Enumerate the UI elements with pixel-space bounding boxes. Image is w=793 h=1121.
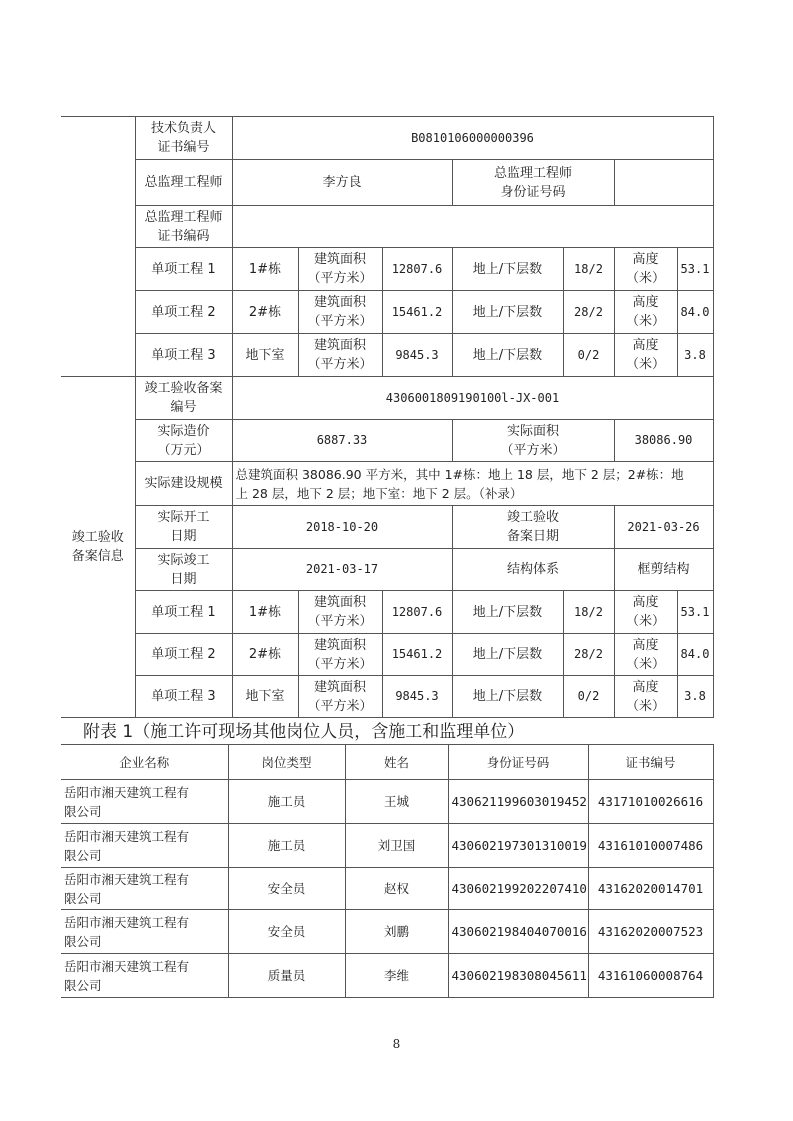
page-number: 8 (392, 1037, 401, 1051)
tech-lead-cert-label: 技术负责人 证书编号 (135, 117, 232, 160)
chief-supervisor-cert-value (232, 206, 713, 248)
position-cell: 安全员 (228, 910, 345, 954)
header-position: 岗位类型 (228, 745, 345, 780)
structure-value: 框剪结构 (614, 549, 713, 591)
height-label: 高度 （米） (614, 676, 677, 718)
id-cell: 430602198308045611 (448, 954, 588, 998)
single-project-area: 12807.6 (382, 591, 452, 634)
scale-value: 总建筑面积 38086.90 平方米，其中 1#栋：地上 18 层，地下 2 层；2#栋：地 上 28 层，地下 2 层；地下室：地下 2 层。（补录） (232, 462, 713, 506)
height-label: 高度 （米） (614, 334, 677, 377)
single-project-building: 1#栋 (232, 591, 298, 634)
single-project-floors: 28/2 (563, 634, 614, 676)
start-date-value: 2018-10-20 (232, 506, 452, 549)
single-project-area: 9845.3 (382, 676, 452, 718)
company-cell: 岳阳市湘天建筑工程有 限公司 (61, 824, 228, 868)
floors-label: 地上/下层数 (452, 334, 563, 377)
end-date-label: 实际竣工 日期 (135, 549, 232, 591)
name-cell: 刘鹏 (345, 910, 448, 954)
table-row (61, 954, 713, 998)
cost-label: 实际造价 （万元） (135, 420, 232, 462)
project-info-table (61, 116, 714, 718)
name-cell: 赵权 (345, 868, 448, 910)
actual-area-value: 38086.90 (614, 420, 713, 462)
record-date-label: 竣工验收 备案日期 (452, 506, 614, 549)
single-project-label: 单项工程 2 (135, 634, 232, 676)
position-cell: 施工员 (228, 824, 345, 868)
start-date-label: 实际开工 日期 (135, 506, 232, 549)
single-project-floors: 18/2 (563, 591, 614, 634)
tech-lead-cert-value: B0810106000000396 (232, 117, 713, 160)
height-label: 高度 （米） (614, 291, 677, 334)
single-project-height: 3.8 (677, 334, 713, 377)
single-project-area: 15461.2 (382, 634, 452, 676)
name-cell: 王城 (345, 780, 448, 824)
header-cert-number: 证书编号 (588, 745, 713, 780)
chief-supervisor-id-label: 总监理工程师 身份证号码 (452, 160, 614, 206)
id-cell: 430602197301310019 (448, 824, 588, 868)
scale-label: 实际建设规模 (135, 462, 232, 506)
cert-cell: 43171010026616 (588, 780, 713, 824)
record-no-value: 4306001809190100l-JX-001 (232, 377, 713, 420)
area-label: 建筑面积 （平方米） (298, 291, 382, 334)
appendix-title: 附表 1（施工许可现场其他岗位人员，含施工和监理单位） (83, 722, 525, 742)
position-cell: 安全员 (228, 868, 345, 910)
top-category-cell (61, 117, 135, 377)
single-project-floors: 0/2 (563, 676, 614, 718)
single-project-height: 84.0 (677, 634, 713, 676)
company-cell: 岳阳市湘天建筑工程有 限公司 (61, 910, 228, 954)
company-cell: 岳阳市湘天建筑工程有 限公司 (61, 868, 228, 910)
record-date-value: 2021-03-26 (614, 506, 713, 549)
single-project-floors: 18/2 (563, 248, 614, 291)
single-project-label: 单项工程 3 (135, 334, 232, 377)
name-cell: 刘卫国 (345, 824, 448, 868)
single-project-height: 53.1 (677, 248, 713, 291)
floors-label: 地上/下层数 (452, 291, 563, 334)
record-no-label: 竣工验收备案 编号 (135, 377, 232, 420)
single-project-building: 1#栋 (232, 248, 298, 291)
single-project-height: 84.0 (677, 291, 713, 334)
completion-section-label: 竣工验收 备案信息 (61, 377, 135, 718)
header-company: 企业名称 (61, 745, 228, 780)
chief-supervisor-cert-label: 总监理工程师 证书编码 (135, 206, 232, 248)
table-row (61, 868, 713, 910)
floors-label: 地上/下层数 (452, 248, 563, 291)
table-row (61, 824, 713, 868)
position-cell: 施工员 (228, 780, 345, 824)
single-project-label: 单项工程 3 (135, 676, 232, 718)
id-cell: 430602199202207410 (448, 868, 588, 910)
single-project-area: 9845.3 (382, 334, 452, 377)
single-project-building: 2#栋 (232, 634, 298, 676)
single-project-height: 53.1 (677, 591, 713, 634)
single-project-building: 地下室 (232, 676, 298, 718)
area-label: 建筑面积 （平方米） (298, 334, 382, 377)
chief-supervisor-value: 李方良 (232, 160, 452, 206)
table-row (61, 910, 713, 954)
company-cell: 岳阳市湘天建筑工程有 限公司 (61, 954, 228, 998)
end-date-value: 2021-03-17 (232, 549, 452, 591)
id-cell: 430602198404070016 (448, 910, 588, 954)
area-label: 建筑面积 （平方米） (298, 676, 382, 718)
single-project-floors: 28/2 (563, 291, 614, 334)
floors-label: 地上/下层数 (452, 634, 563, 676)
area-label: 建筑面积 （平方米） (298, 591, 382, 634)
cert-cell: 43162020014701 (588, 868, 713, 910)
single-project-building: 地下室 (232, 334, 298, 377)
cert-cell: 43161060008764 (588, 954, 713, 998)
id-cell: 430621199603019452 (448, 780, 588, 824)
area-label: 建筑面积 （平方米） (298, 248, 382, 291)
cert-cell: 43161010007486 (588, 824, 713, 868)
company-cell: 岳阳市湘天建筑工程有 限公司 (61, 780, 228, 824)
floors-label: 地上/下层数 (452, 591, 563, 634)
area-label: 建筑面积 （平方米） (298, 634, 382, 676)
single-project-building: 2#栋 (232, 291, 298, 334)
floors-label: 地上/下层数 (452, 676, 563, 718)
name-cell: 李维 (345, 954, 448, 998)
single-project-area: 15461.2 (382, 291, 452, 334)
height-label: 高度 （米） (614, 248, 677, 291)
table-row (61, 780, 713, 824)
header-name: 姓名 (345, 745, 448, 780)
single-project-height: 3.8 (677, 676, 713, 718)
single-project-floors: 0/2 (563, 334, 614, 377)
structure-label: 结构体系 (452, 549, 614, 591)
chief-supervisor-id-value (614, 160, 713, 206)
single-project-label: 单项工程 1 (135, 591, 232, 634)
actual-area-label: 实际面积 （平方米） (452, 420, 614, 462)
header-id-number: 身份证号码 (448, 745, 588, 780)
height-label: 高度 （米） (614, 591, 677, 634)
position-cell: 质量员 (228, 954, 345, 998)
cert-cell: 43162020007523 (588, 910, 713, 954)
cost-value: 6887.33 (232, 420, 452, 462)
chief-supervisor-label: 总监理工程师 (135, 160, 232, 206)
single-project-label: 单项工程 2 (135, 291, 232, 334)
single-project-area: 12807.6 (382, 248, 452, 291)
appendix-personnel-table (61, 744, 714, 998)
height-label: 高度 （米） (614, 634, 677, 676)
single-project-label: 单项工程 1 (135, 248, 232, 291)
